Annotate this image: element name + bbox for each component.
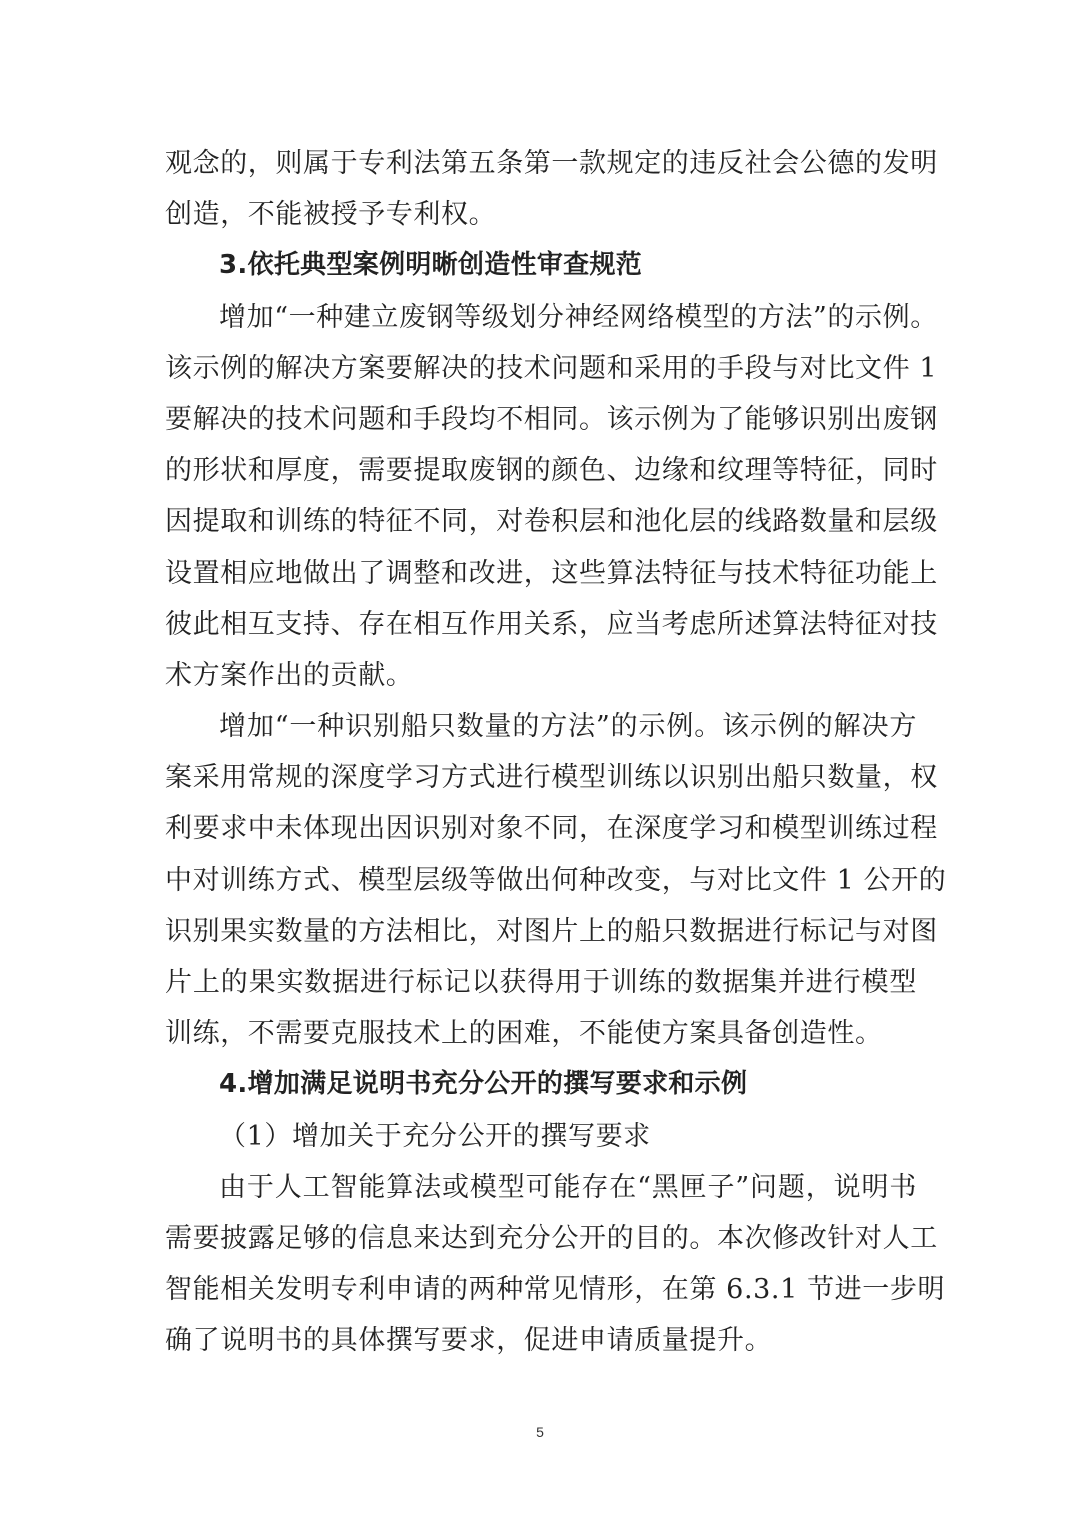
text-line: 智能相关发明专利申请的两种常见情形，在第 6.3.1 节进一步明: [165, 1274, 946, 1306]
text-line: 彼此相互支持、存在相互作用关系，应当考虑所述算法特征对技: [165, 608, 938, 640]
text-line: 识别果实数量的方法相比，对图片上的船只数据进行标记与对图: [165, 915, 938, 947]
text-line: 确了说明书的具体撰写要求，促进申请质量提升。: [165, 1325, 773, 1357]
text-line: 要解决的技术问题和手段均不相同。该示例为了能够识别出废钢: [165, 403, 938, 435]
text-line: 案采用常规的深度学习方式进行模型训练以识别出船只数量，权: [165, 762, 938, 794]
text-line: 需要披露足够的信息来达到充分公开的目的。本次修改针对人工: [165, 1222, 938, 1254]
document-body: [165, 138, 947, 1367]
text-line: 设置相应地做出了调整和改进，这些算法特征与技术特征功能上: [165, 557, 938, 589]
text-line: 该示例的解决方案要解决的技术问题和采用的手段与对比文件 1: [165, 352, 938, 384]
text-line: 术方案作出的贡献。: [165, 659, 414, 691]
text-line: 中对训练方式、模型层级等做出何种改变，与对比文件 1 公开的: [165, 864, 947, 896]
text-line: 创造，不能被授予专利权。: [165, 199, 497, 231]
section-heading: 3.依托典型案例明晰创造性审查规范: [219, 250, 643, 281]
text-line: 增加“一种识别船只数量的方法”的示例。该示例的解决方: [219, 711, 917, 743]
page-number: 5: [536, 1424, 544, 1440]
text-line: 观念的，则属于专利法第五条第一款规定的违反社会公德的发明: [165, 148, 938, 179]
section-heading: 4.增加满足说明书充分公开的撰写要求和示例: [219, 1069, 748, 1100]
text-line: 因提取和训练的特征不同，对卷积层和池化层的线路数量和层级: [165, 506, 938, 538]
text-line: 利要求中未体现出因识别对象不同，在深度学习和模型训练过程: [165, 813, 938, 845]
text-line: 训练，不需要克服技术上的困难，不能使方案具备创造性。: [165, 1018, 883, 1050]
text-line: 增加“一种建立废钢等级划分神经网络模型的方法”的示例。: [219, 301, 938, 333]
text-line: （1）增加关于充分公开的撰写要求: [219, 1120, 651, 1152]
text-line: 由于人工智能算法或模型可能存在“黑匣子”问题，说明书: [219, 1171, 917, 1203]
text-line: 的形状和厚度，需要提取废钢的颜色、边缘和纹理等特征，同时: [165, 455, 938, 487]
text-line: 片上的果实数据进行标记以获得用于训练的数据集并进行模型: [165, 967, 917, 998]
